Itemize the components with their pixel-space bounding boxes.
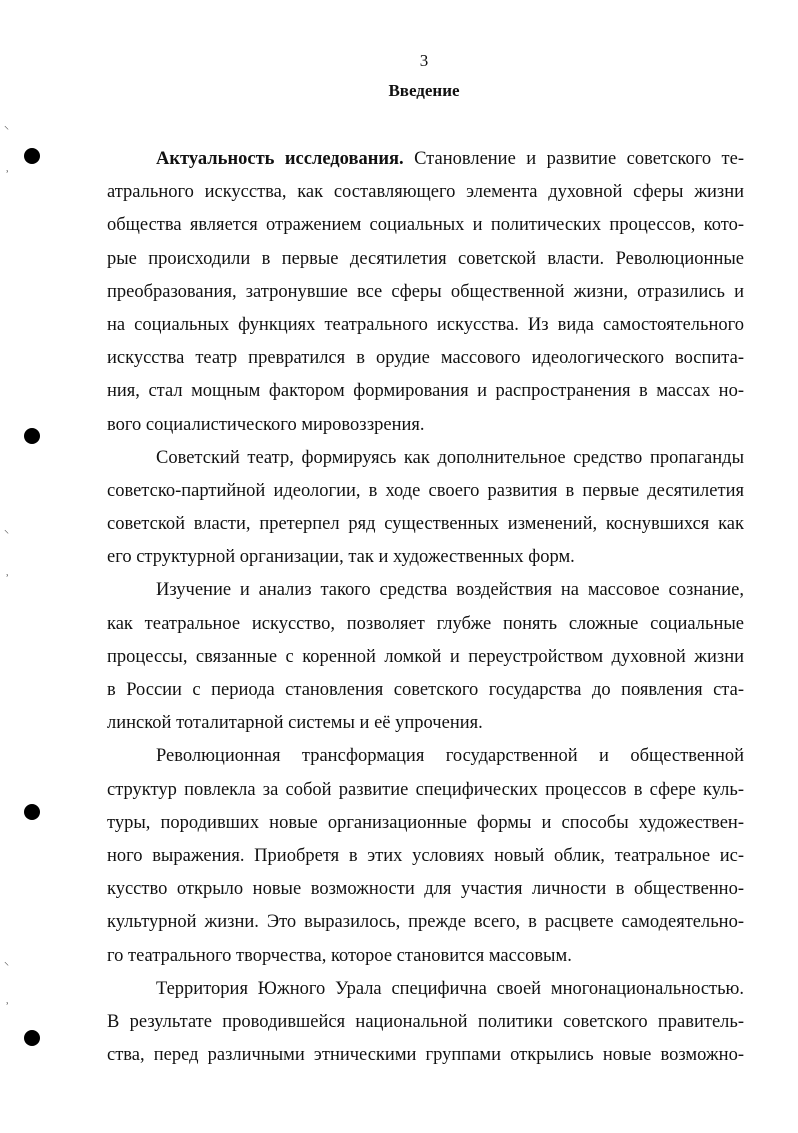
punch-hole bbox=[24, 428, 40, 444]
text-line: Территория Южного Урала специфична своей многонациональностью. bbox=[156, 978, 744, 999]
text-line: в России с периода становления советского государства до появления ста- bbox=[107, 680, 744, 700]
text-line: общества является отражением социальных и политических процессов, кото- bbox=[107, 215, 744, 236]
punch-hole bbox=[24, 1030, 40, 1046]
punch-hole bbox=[24, 148, 40, 164]
text-line: атрального искусства, как составляющего элемента духовной сферы жизни bbox=[107, 182, 744, 203]
body-text bbox=[107, 143, 744, 1072]
scan-mark: ˒ bbox=[6, 167, 10, 178]
page-number: 3 bbox=[419, 51, 429, 70]
scan-mark: ˒ bbox=[6, 571, 10, 582]
text-line: процессы, связанные с коренной ломкой и переустройством духовной жизни bbox=[107, 646, 744, 667]
scan-mark: ⸌ bbox=[4, 125, 9, 136]
text-line: ного выражения. Приобретя в этих условиях новый облик, театральное ис- bbox=[107, 845, 744, 866]
paragraph bbox=[107, 574, 744, 740]
text-line-content: Становление и развитие советского те- bbox=[403, 149, 744, 169]
text-line: структур повлекла за собой развитие специфических процессов в сфере куль- bbox=[107, 779, 744, 800]
paragraph bbox=[107, 442, 744, 575]
text-line: культурной жизни. Это выразилось, прежде всего, в расцвете самодеятельно- bbox=[107, 912, 744, 933]
scan-mark: ⸌ bbox=[4, 529, 9, 540]
text-line: Революционная трансформация государственной и общественной bbox=[156, 746, 744, 767]
text-line: вого социалистического мировоззрения. bbox=[107, 414, 425, 435]
text-line: кусство открыло новые возможности для участия личности в общественно- bbox=[107, 879, 744, 900]
text-line: линской тоталитарной системы и её упрочения. bbox=[107, 713, 483, 734]
punch-hole bbox=[24, 804, 40, 820]
text-line: искусства театр превратился в орудие массового идеологического воспита- bbox=[107, 348, 744, 369]
text-line: туры, породивших новые организационные формы и способы художествен- bbox=[107, 812, 744, 833]
text-line: В результате проводившейся национальной политики советского правитель- bbox=[107, 1011, 744, 1032]
text-line: го театрального творчества, которое становится массовым. bbox=[107, 945, 572, 966]
section-title: Введение bbox=[388, 81, 460, 100]
text-line: на социальных функциях театрального искусства. Из вида самостоятельного bbox=[107, 314, 744, 335]
scan-mark: ˒ bbox=[6, 999, 10, 1010]
text-line: ния, стал мощным фактором формирования и распространения в массах но- bbox=[107, 381, 744, 402]
paragraph-lead: Актуальность исследования. bbox=[156, 149, 404, 169]
text-line: как театральное искусство, позволяет глубже понять сложные социальные bbox=[107, 613, 744, 634]
text-line bbox=[107, 143, 744, 176]
text-line: ства, перед различными этническими группами открылись новые возможно- bbox=[107, 1045, 744, 1066]
text-line: советской власти, претерпел ряд существенных изменений, коснувшихся как bbox=[107, 514, 744, 535]
paragraph-relevance bbox=[107, 143, 744, 442]
text-line: рые происходили в первые десятилетия советской власти. Революционные bbox=[107, 248, 744, 269]
text-line: Изучение и анализ такого средства воздействия на массовое сознание, bbox=[156, 580, 744, 601]
paragraph bbox=[107, 740, 744, 972]
scan-mark: ⸌ bbox=[4, 961, 9, 972]
paragraph bbox=[107, 973, 744, 1073]
text-line: Советский театр, формируясь как дополнительное средство пропаганды bbox=[156, 447, 744, 468]
text-line: преобразования, затронувшие все сферы общественной жизни, отразились и bbox=[107, 281, 744, 302]
text-line: советско-партийной идеологии, в ходе своего развития в первые десятилетия bbox=[107, 480, 744, 501]
text-line: его структурной организации, так и художественных форм. bbox=[107, 547, 575, 568]
